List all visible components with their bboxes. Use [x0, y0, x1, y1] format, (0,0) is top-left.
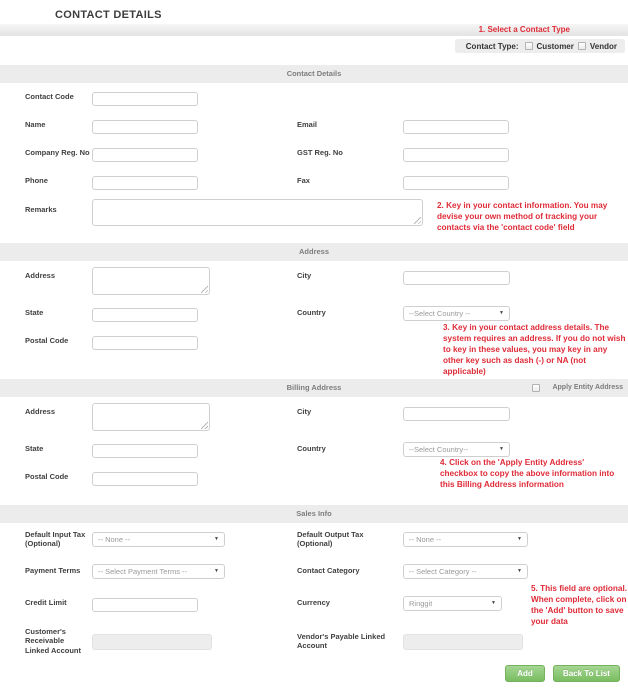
- apply-entity-address-checkbox[interactable]: [532, 384, 540, 392]
- contact-code-row: [0, 83, 628, 111]
- billing-city-label: City: [297, 407, 312, 416]
- customers-receivable-input: [92, 634, 212, 650]
- country-label: Country: [297, 308, 326, 318]
- billing-state-input[interactable]: [92, 444, 198, 458]
- resize-handle-icon[interactable]: [201, 286, 208, 293]
- billing-city-input[interactable]: [403, 407, 510, 421]
- postal-code-input[interactable]: [92, 336, 198, 350]
- default-output-tax-label-line1: Default Output Tax: [297, 529, 364, 539]
- default-input-tax-label: [25, 530, 92, 549]
- gst-reg-no-input[interactable]: [403, 148, 509, 162]
- billing-country-label: Country: [297, 444, 326, 454]
- contact-category-label: Contact Category: [297, 566, 360, 576]
- section-header-billing-address: [0, 379, 628, 397]
- section-title: Address: [298, 247, 329, 256]
- billing-address-field: [92, 403, 210, 431]
- apply-entity-address-label: Apply Entity Address: [552, 384, 623, 391]
- contact-type-label: Contact Type:: [465, 41, 519, 51]
- contact-category-value: -- Select Category --: [409, 566, 477, 576]
- state-label: State: [25, 308, 44, 318]
- billing-address-textarea[interactable]: [93, 404, 209, 430]
- billing-country-select-value: --Select Country--: [409, 444, 469, 454]
- vendor-option-label: Vendor: [589, 41, 617, 51]
- regno-row: [0, 139, 628, 167]
- customer-option-label: Customer: [536, 41, 574, 51]
- section-header-address: [0, 243, 628, 261]
- postal-code-label: Postal Code: [25, 336, 69, 346]
- apply-entity-address-group: [532, 379, 623, 397]
- currency-value: Ringgit: [409, 598, 433, 608]
- phone-fax-row: [0, 167, 628, 195]
- credit-limit-label: Credit Limit: [25, 598, 67, 608]
- payment-terms-select[interactable]: [92, 564, 225, 579]
- chevron-down-icon: ▼: [499, 310, 504, 316]
- billing-postal-code-label: Postal Code: [25, 472, 69, 482]
- default-input-tax-label-line1: Default Input Tax: [25, 529, 86, 539]
- billing-state-label: State: [25, 444, 44, 454]
- phone-label: Phone: [25, 176, 48, 186]
- default-tax-row: [0, 523, 628, 555]
- section-title: Billing Address: [286, 383, 342, 392]
- default-output-tax-select[interactable]: [403, 532, 528, 547]
- default-input-tax-select[interactable]: [92, 532, 225, 547]
- billing-postal-code-input[interactable]: [92, 472, 198, 486]
- email-label: Email: [297, 120, 318, 130]
- customers-receivable-label: Customer's Receivable Linked Account: [25, 626, 81, 655]
- default-output-tax-label-line2: (Optional): [297, 539, 333, 548]
- default-input-tax-label-line2: (Optional): [25, 539, 61, 548]
- city-input[interactable]: [403, 271, 510, 285]
- page-title: CONTACT DETAILS: [55, 9, 162, 21]
- email-input[interactable]: [403, 120, 509, 134]
- contact-code-label: Contact Code: [25, 92, 74, 102]
- company-reg-no-label: Company Reg. No: [25, 148, 90, 158]
- chevron-down-icon: ▼: [517, 568, 522, 574]
- state-input[interactable]: [92, 308, 198, 322]
- address-textarea[interactable]: [93, 268, 209, 294]
- contact-type-zone: [0, 39, 628, 61]
- billing-address-label: Address: [25, 407, 56, 416]
- name-email-row: [0, 111, 628, 139]
- credit-limit-input[interactable]: [92, 598, 198, 612]
- currency-label: Currency: [297, 598, 330, 608]
- gst-reg-no-label: GST Reg. No: [297, 148, 343, 158]
- default-output-tax-value: -- None --: [409, 534, 442, 544]
- address-city-row: [0, 261, 628, 299]
- country-select[interactable]: [403, 306, 510, 321]
- vendors-payable-label: Vendor's Payable Linked Account: [297, 631, 386, 650]
- contact-code-input[interactable]: [92, 92, 198, 106]
- annotation-optional-field: 5. This field are optional. When complete, click on the 'Add' button to save your data: [531, 584, 627, 626]
- vendor-checkbox[interactable]: [578, 42, 586, 50]
- chevron-down-icon: ▼: [491, 600, 496, 606]
- resize-handle-icon[interactable]: [414, 217, 421, 224]
- chevron-down-icon: ▼: [517, 536, 522, 542]
- annotation-address-details: 3. Key in your contact address details. The system requires an address. If you do not wish to key in these values, you may key in any other key such as dash (-) or NA (not applicable): [443, 323, 626, 376]
- city-label: City: [297, 271, 312, 280]
- remarks-textarea[interactable]: [93, 200, 422, 225]
- payment-terms-label: Payment Terms: [25, 566, 81, 576]
- country-select-value: --Select Country --: [409, 308, 471, 318]
- customer-checkbox[interactable]: [525, 42, 533, 50]
- billing-address-city-row: [0, 397, 628, 435]
- section-header-contact-details: [0, 65, 628, 83]
- section-title: Contact Details: [286, 69, 342, 78]
- section-header-sales-info: [0, 505, 628, 523]
- footer-actions: [0, 665, 628, 682]
- add-button[interactable]: Add: [505, 665, 545, 682]
- default-input-tax-value: -- None --: [98, 534, 131, 544]
- back-to-list-button[interactable]: Back To List: [553, 665, 620, 682]
- chevron-down-icon: ▼: [214, 568, 219, 574]
- page-header: [0, 0, 628, 24]
- remarks-label: Remarks: [25, 205, 57, 214]
- address-field: [92, 267, 210, 295]
- currency-select[interactable]: [403, 596, 502, 611]
- address-label: Address: [25, 271, 56, 280]
- fax-input[interactable]: [403, 176, 509, 190]
- annotation-select-contact-type: 1. Select a Contact Type: [478, 25, 570, 34]
- payment-terms-value: -- Select Payment Terms --: [98, 566, 188, 576]
- resize-handle-icon[interactable]: [201, 422, 208, 429]
- contact-type-bar: [455, 39, 625, 53]
- chevron-down-icon: ▼: [214, 536, 219, 542]
- name-input[interactable]: [92, 120, 198, 134]
- company-reg-no-input[interactable]: [92, 148, 198, 162]
- annotation-contact-info: 2. Key in your contact information. You may devise your own method of tracking your contacts via the 'contact code' field: [437, 201, 608, 232]
- vendors-payable-input: [403, 634, 523, 650]
- remarks-field: [92, 199, 423, 226]
- billing-country-select[interactable]: [403, 442, 510, 457]
- section-title: Sales Info: [296, 509, 332, 518]
- name-label: Name: [25, 120, 46, 130]
- chevron-down-icon: ▼: [499, 446, 504, 452]
- default-output-tax-label: [297, 530, 403, 549]
- fax-label: Fax: [297, 176, 310, 186]
- phone-input[interactable]: [92, 176, 198, 190]
- annotation-apply-entity: 4. Click on the 'Apply Entity Address' checkbox to copy the above information into this Billing Address information: [440, 458, 615, 489]
- contact-category-select[interactable]: [403, 564, 528, 579]
